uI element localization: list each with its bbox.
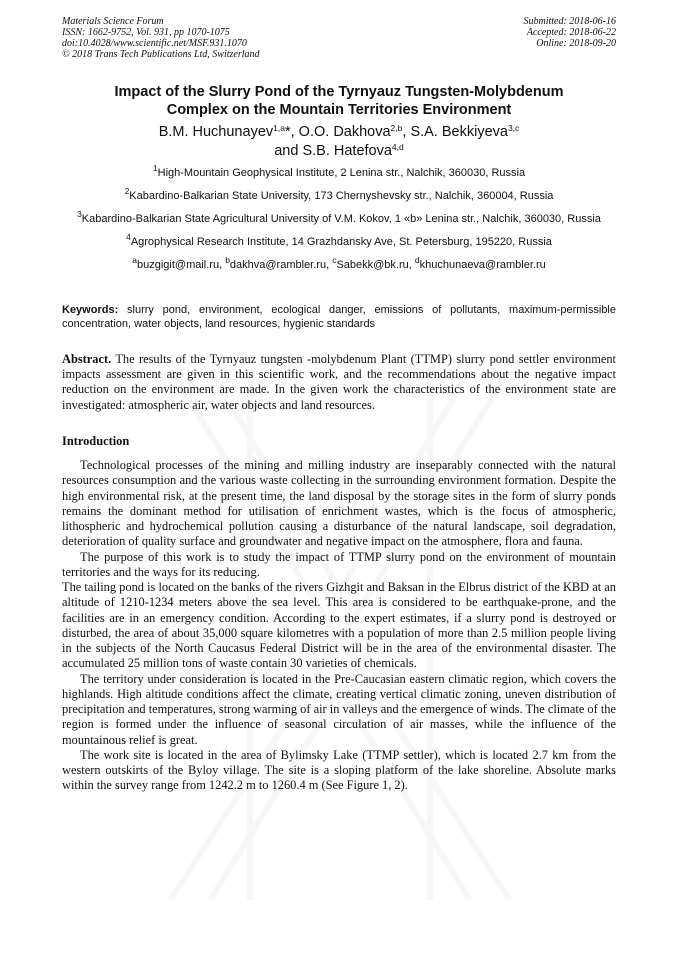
email-address[interactable]: dakhva@rambler.ru, bbox=[229, 259, 333, 271]
paragraph: Technological processes of the mining and milling industry are inseparably connected with the natural resources consumption and the various waste collecting in the surrounding environment formation. Despite the high environmental risk, at the present time, the land disposal by the storage sites in the form of slurry ponds remains the dominant method for utilisation of enrichment wastes, which is the focus of atmospheric, lithospheric and hydrochemical pollution causing a disturbance of the natural landscape, soil degradation, deterioration of quality surface and groundwater and negative impact on the atmosphere, flora and fauna. bbox=[62, 458, 616, 549]
email-sup: b bbox=[225, 255, 230, 265]
publication-dates bbox=[524, 16, 617, 49]
introduction-body bbox=[62, 458, 616, 794]
affiliation-list bbox=[62, 163, 616, 281]
author-sup: 4,d bbox=[391, 142, 404, 152]
author-separator: , bbox=[402, 124, 411, 140]
email-address[interactable]: khuchunaeva@rambler.ru bbox=[419, 259, 546, 271]
author-sup: 3,c bbox=[507, 123, 520, 133]
affiliation bbox=[62, 186, 616, 203]
author-separator: *, bbox=[284, 124, 299, 140]
journal-info bbox=[62, 16, 260, 60]
affiliation bbox=[62, 163, 616, 180]
email-sup: a bbox=[132, 255, 137, 265]
affiliation-text: Kabardino-Balkarian State Agricultural University of V.M. Kokov, 1 «b» Lenina str., Nalchik, 360030, Russia bbox=[81, 213, 601, 225]
author-list bbox=[62, 123, 616, 161]
journal-name: Materials Science Forum bbox=[62, 16, 164, 27]
paper-title bbox=[62, 83, 616, 119]
keywords-text: slurry pond, environment, ecological danger, emissions of pollutants, maximum-permissible concentration, water objects, land resources, hygienic standards bbox=[62, 304, 616, 330]
affiliation-sup: 4 bbox=[126, 232, 131, 242]
affiliation-text: High-Mountain Geophysical Institute, 2 Lenina str., Nalchik, 360030, Russia bbox=[157, 167, 526, 179]
paragraph: The purpose of this work is to study the impact of TTMP slurry pond on the environment of mountain territories and the ways for its reducing. bbox=[62, 549, 616, 579]
keywords-label: Keywords: bbox=[62, 304, 119, 316]
title-line-2: Complex on the Mountain Territories Environment bbox=[166, 102, 512, 118]
affiliation-sup: 2 bbox=[124, 186, 130, 196]
email-address[interactable]: Sabekk@bk.ru, bbox=[336, 259, 415, 271]
abstract-label: Abstract. bbox=[62, 352, 112, 366]
paragraph: The tailing pond is located on the banks of the rivers Gizhgit and Baksan in the Elbrus district of the KBD at an altitude of 1210-1234 meters above the sea level. This area is considered to be earthquake-prone, and the facilities are in an emergency condition. According to the expert estimates, if a slurry pond is destroyed or disturbed, the area of about 35,000 square kilometres with a population of more than 2.5 million people living in the subjects of the North Caucasus Federal District will be in the area of the environmental disaster. The accumulated 25 million tons of waste contain 30 varieties of chemicals. bbox=[62, 580, 616, 671]
paragraph: The work site is located in the area of Bylimsky Lake (TTMP settler), which is located 2.7 km from the western outskirts of the Byloy village. The site is a sloping platform of the lake shoreline. Absolute marks within the survey range from 1242.2 m to 1260.4 m (See Figure 1, 2). bbox=[62, 747, 616, 793]
abstract-text: The results of the Tyrnyauz tungsten -molybdenum Plant (TTMP) slurry pond settler environment impacts assessment are given in this scientific work, and the recommendations about the negative impact reduction on the environment are made. In the given work the characteristics of the environment state are investigated: atmospheric air, water objects and land resources. bbox=[62, 352, 616, 412]
author-name: S.A. Bekkiyeva bbox=[410, 124, 508, 140]
keywords bbox=[62, 303, 616, 331]
submitted-date: Submitted: 2018-06-16 bbox=[523, 16, 616, 27]
affiliation bbox=[62, 209, 616, 226]
title-line-1: Impact of the Slurry Pond of the Tyrnyauz Tungsten-Molybdenum bbox=[114, 84, 564, 100]
section-heading: Introduction bbox=[62, 434, 130, 448]
affiliation bbox=[62, 232, 616, 249]
email-address[interactable]: buzgigit@mail.ru, bbox=[136, 259, 226, 271]
author-name: O.O. Dakhova bbox=[298, 124, 391, 140]
affiliation-text: Kabardino-Balkarian State University, 173 Chernyshevsky str., Nalchik, 360004, Russia bbox=[129, 190, 554, 202]
author-sup: 1,a bbox=[273, 123, 285, 133]
affiliation-sup: 1 bbox=[152, 163, 158, 173]
email-list bbox=[62, 255, 616, 272]
doi-line: doi:10.4028/www.scientific.net/MSF.931.1070 bbox=[62, 38, 247, 49]
abstract bbox=[62, 352, 616, 413]
affiliation-sup: 3 bbox=[77, 209, 82, 219]
author-sup: 2,b bbox=[390, 123, 403, 133]
email-sup: d bbox=[414, 255, 420, 265]
copyright-line: © 2018 Trans Tech Publications Ltd, Switzerland bbox=[62, 49, 260, 60]
online-date: Online: 2018-09-20 bbox=[536, 38, 616, 49]
email-sup: c bbox=[332, 255, 337, 265]
author-name: and S.B. Hatefova bbox=[274, 143, 392, 159]
author-name: B.M. Huchunayev bbox=[158, 124, 274, 140]
accepted-date: Accepted: 2018-06-22 bbox=[526, 27, 616, 38]
issn-line: ISSN: 1662-9752, Vol. 931, pp 1070-1075 bbox=[62, 27, 230, 38]
paragraph: The territory under consideration is located in the Pre-Caucasian eastern climatic region, which covers the highlands. High altitude conditions affect the climate, creating vertical climatic zoning, uneven distribution of precipitation and temperatures, strong warming of air in valleys and the emergence of winds. The climate of the region is formed under the influence of seasonal circulation of air masses, while the influence of the mountainous relief is great. bbox=[62, 671, 616, 747]
affiliation-text: Agrophysical Research Institute, 14 Grazhdansky Ave, St. Petersburg, 195220, Russia bbox=[130, 236, 552, 248]
